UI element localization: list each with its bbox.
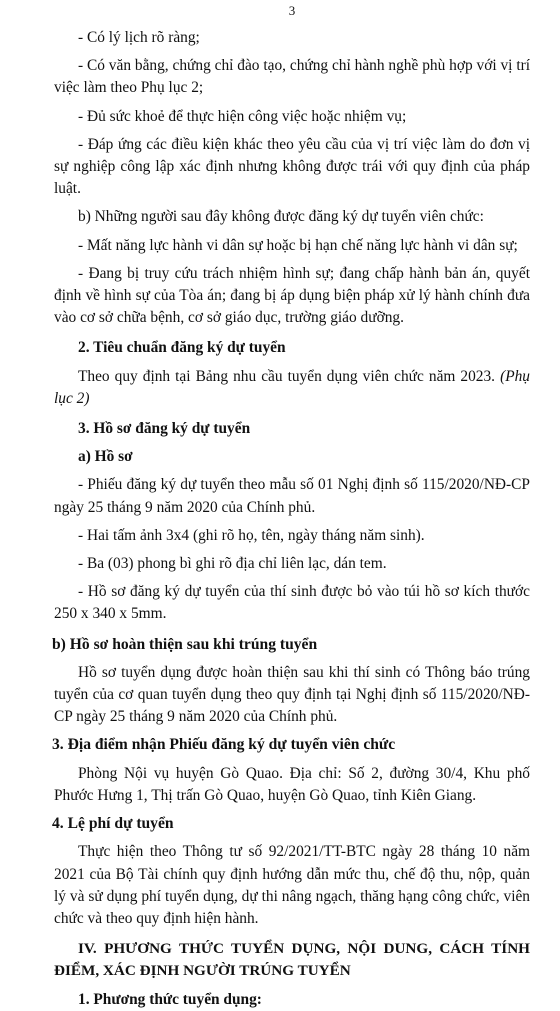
section-heading-recruitment-method: IV. PHƯƠNG THỨC TUYỂN DỤNG, NỘI DUNG, CÁCH TÍNH ĐIỂM, XÁC ĐỊNH NGƯỜI TRÚNG TUYỂN: [54, 940, 530, 980]
paragraph-registration-form: - Phiếu đăng ký dự tuyển theo mẫu số 01 Nghị định số 115/2020/NĐ-CP ngày 25 tháng 9 năm 2020 của Chính phủ.: [54, 476, 530, 516]
paragraph-health: - Đủ sức khoẻ để thực hiện công việc hoặc nhiệm vụ;: [78, 107, 407, 125]
paragraph-envelopes: - Ba (03) phong bì ghi rõ địa chỉ liên lạc, dán tem.: [78, 555, 387, 573]
subsection-heading-dossier: a) Hồ sơ: [78, 448, 133, 466]
paragraph-complete-dossier: Hồ sơ tuyển dụng được hoàn thiện sau khi thí sinh có Thông báo trúng tuyển của cơ quan tuyển dụng theo quy định tại Nghị định số 115/2020/NĐ-CP ngày 25 tháng 9 năm 2020 của Chính phủ.: [54, 663, 530, 726]
section-heading-fee: 4. Lệ phí dự tuyển: [52, 815, 174, 833]
paragraph-fee: Thực hiện theo Thông tư số 92/2021/TT-BTC ngày 28 tháng 10 năm 2021 của Bộ Tài chính quy định hướng dẫn mức thu, chế độ thu, nộp, quản lý và sử dụng phí tuyển dụng, dự thi nâng ngạch, thăng hạng công chức, viên chức và theo quy định hiện hành.: [54, 843, 530, 927]
section-heading-location: 3. Địa điểm nhận Phiếu đăng ký dự tuyển viên chức: [52, 736, 396, 754]
paragraph-not-eligible-heading: b) Những người sau đây không được đăng ký dự tuyển viên chức:: [78, 208, 484, 226]
subsection-heading-recruitment-method: 1. Phương thức tuyển dụng:: [78, 990, 262, 1008]
paragraph-location-address: Phòng Nội vụ huyện Gò Quao. Địa chỉ: Số 2, đường 30/4, Khu phố Phước Hưng 1, Thị trấn Gò Quao, huyện Gò Quao, tỉnh Kiên Giang.: [54, 764, 530, 804]
section-heading-dossier: 3. Hồ sơ đăng ký dự tuyển: [78, 420, 251, 438]
subsection-heading-complete-dossier: b) Hồ sơ hoàn thiện sau khi trúng tuyển: [52, 635, 318, 653]
criteria-text: Theo quy định tại Bảng nhu cầu tuyển dụng viên chức năm 2023.: [78, 367, 496, 385]
section-heading-criteria: 2. Tiêu chuẩn đăng ký dự tuyển: [78, 339, 286, 357]
paragraph-criteria: [54, 366, 530, 410]
appendix-reference: (Phụ lục 2): [54, 367, 530, 407]
paragraph-criminal-liability: - Đang bị truy cứu trách nhiệm hình sự; đang chấp hành bản án, quyết định về hình sự của Tòa án; đang bị áp dụng biện pháp xử lý hành chính đưa vào cơ sở chữa bệnh, cơ sở giáo dục, trường giáo dưỡng.: [54, 264, 530, 327]
paragraph-other-conditions: - Đáp ứng các điều kiện khác theo yêu cầu của vị trí việc làm do đơn vị sự nghiệp công lập xác định nhưng không được trái với quy định của pháp luật.: [54, 135, 530, 198]
paragraph-photos: - Hai tấm ảnh 3x4 (ghi rõ họ, tên, ngày tháng năm sinh).: [78, 526, 425, 544]
page-number: 3: [288, 3, 296, 18]
paragraph-diplomas: - Có văn bằng, chứng chỉ đào tạo, chứng chỉ hành nghề phù hợp với vị trí việc làm theo Phụ lục 2;: [54, 57, 530, 97]
paragraph-civil-capacity: - Mất năng lực hành vi dân sự hoặc bị hạn chế năng lực hành vi dân sự;: [78, 236, 518, 254]
paragraph-clear-background: - Có lý lịch rõ ràng;: [78, 29, 200, 46]
paragraph-dossier-bag: - Hồ sơ đăng ký dự tuyển của thí sinh được bỏ vào túi hồ sơ kích thước 250 x 340 x 5mm.: [54, 583, 530, 623]
